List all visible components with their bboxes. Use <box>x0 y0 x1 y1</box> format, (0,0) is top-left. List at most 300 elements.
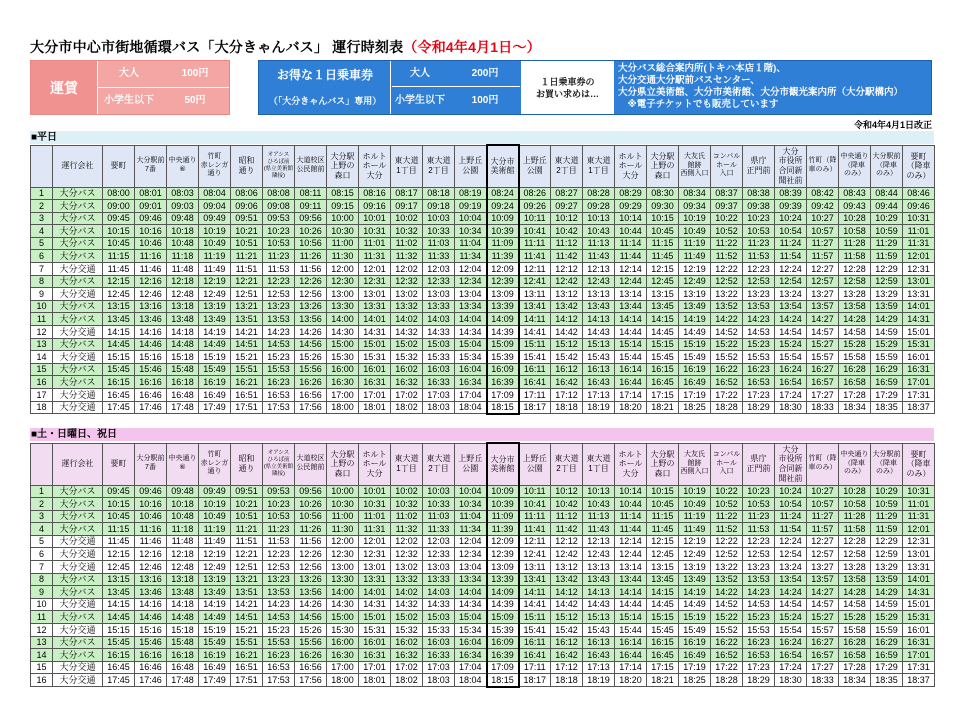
time-cell: 16:43 <box>583 376 615 389</box>
time-cell: 11:57 <box>807 523 839 536</box>
table-row <box>31 485 935 498</box>
row-number-cell: 12 <box>31 624 53 637</box>
time-cell: 08:01 <box>135 187 167 200</box>
time-cell: 15:16 <box>135 624 167 637</box>
time-cell: 10:28 <box>839 212 871 225</box>
time-cell: 12:32 <box>391 275 423 288</box>
time-cell: 14:43 <box>583 598 615 611</box>
time-cell: 10:48 <box>167 510 199 523</box>
time-cell: 13:15 <box>103 300 135 313</box>
time-cell: 17:56 <box>295 401 327 414</box>
time-cell: 17:03 <box>423 389 455 402</box>
time-cell: 09:15 <box>327 200 359 213</box>
time-cell: 14:13 <box>583 586 615 599</box>
time-cell: 11:54 <box>775 250 807 263</box>
time-cell: 11:13 <box>583 237 615 250</box>
time-cell: 16:52 <box>711 649 743 662</box>
time-cell: 10:04 <box>455 485 487 498</box>
time-cell: 16:03 <box>423 363 455 376</box>
time-cell: 15:34 <box>455 624 487 637</box>
time-cell: 11:15 <box>103 250 135 263</box>
time-cell: 15:59 <box>871 624 903 637</box>
time-cell: 13:51 <box>231 586 263 599</box>
time-cell: 10:12 <box>551 485 583 498</box>
time-cell: 12:54 <box>775 275 807 288</box>
time-cell: 13:45 <box>647 300 679 313</box>
company-cell: 大分バス <box>53 300 103 313</box>
time-cell: 15:12 <box>551 611 583 624</box>
time-cell: 15:46 <box>135 636 167 649</box>
fare-box <box>30 60 230 115</box>
time-cell: 18:01 <box>359 674 391 687</box>
time-cell: 12:27 <box>807 535 839 548</box>
time-cell: 11:48 <box>167 263 199 276</box>
row-number-cell: 13 <box>31 338 53 351</box>
time-cell: 15:31 <box>903 611 935 624</box>
time-cell: 11:53 <box>743 523 775 536</box>
time-cell: 12:56 <box>295 561 327 574</box>
time-cell: 16:49 <box>199 389 231 402</box>
time-cell: 09:34 <box>679 200 711 213</box>
stop-header: 県庁 正門前 <box>743 443 775 485</box>
time-cell: 13:29 <box>871 561 903 574</box>
time-cell: 16:16 <box>135 649 167 662</box>
time-cell: 16:22 <box>711 363 743 376</box>
fare-child-row <box>98 88 229 114</box>
table-row <box>31 300 935 313</box>
time-cell: 11:31 <box>359 250 391 263</box>
time-cell: 15:18 <box>167 624 199 637</box>
time-cell: 13:49 <box>199 586 231 599</box>
page-title <box>30 37 541 57</box>
time-cell: 11:18 <box>167 523 199 536</box>
time-cell: 14:03 <box>423 586 455 599</box>
stop-header: 大分駅前 7番 <box>135 443 167 485</box>
time-cell: 13:02 <box>391 288 423 301</box>
time-cell: 13:23 <box>743 288 775 301</box>
time-cell: 11:58 <box>839 523 871 536</box>
time-cell: 12:45 <box>647 275 679 288</box>
table-row <box>31 389 935 402</box>
time-cell: 14:22 <box>711 313 743 326</box>
time-cell: 12:18 <box>167 275 199 288</box>
time-cell: 12:15 <box>103 275 135 288</box>
time-cell: 09:01 <box>135 200 167 213</box>
stop-header: 竹町 赤レンガ 通り <box>199 145 231 187</box>
stop-header: 大分 市役所 合同新 聞社前 <box>775 443 807 485</box>
time-cell: 13:56 <box>295 313 327 326</box>
time-cell: 13:42 <box>551 573 583 586</box>
time-cell: 11:27 <box>807 237 839 250</box>
time-cell: 16:57 <box>807 649 839 662</box>
time-cell: 13:28 <box>839 288 871 301</box>
time-cell: 14:04 <box>455 586 487 599</box>
time-cell: 16:15 <box>103 649 135 662</box>
day-pass-box <box>258 60 932 115</box>
time-cell: 11:44 <box>615 523 647 536</box>
time-cell: 14:59 <box>871 598 903 611</box>
time-cell: 09:45 <box>103 212 135 225</box>
time-cell: 14:41 <box>519 326 551 339</box>
time-cell: 09:51 <box>231 212 263 225</box>
time-cell: 10:22 <box>711 212 743 225</box>
time-cell: 11:53 <box>263 535 295 548</box>
time-cell: 15:44 <box>615 624 647 637</box>
time-cell: 10:24 <box>775 485 807 498</box>
time-cell: 11:09 <box>487 237 519 250</box>
time-cell: 10:27 <box>807 485 839 498</box>
time-cell: 15:54 <box>775 351 807 364</box>
time-cell: 11:58 <box>839 250 871 263</box>
time-cell: 13:21 <box>231 573 263 586</box>
time-cell: 16:39 <box>487 649 519 662</box>
time-cell: 12:58 <box>839 275 871 288</box>
time-cell: 16:31 <box>359 649 391 662</box>
time-cell: 09:16 <box>359 200 391 213</box>
table-row <box>31 561 935 574</box>
time-cell: 15:03 <box>423 338 455 351</box>
time-cell: 10:34 <box>455 225 487 238</box>
time-cell: 13:54 <box>775 300 807 313</box>
time-cell: 09:46 <box>135 485 167 498</box>
time-cell: 16:33 <box>423 376 455 389</box>
time-cell: 10:45 <box>103 510 135 523</box>
time-cell: 14:11 <box>519 313 551 326</box>
time-cell: 13:26 <box>295 300 327 313</box>
time-cell: 10:31 <box>903 212 935 225</box>
table-row <box>31 263 935 276</box>
time-cell: 16:21 <box>231 649 263 662</box>
day-pass-adult-label: 大人 <box>410 68 430 79</box>
time-cell: 12:45 <box>103 288 135 301</box>
time-cell: 10:12 <box>551 212 583 225</box>
time-cell: 13:19 <box>199 573 231 586</box>
company-cell: 大分バス <box>53 586 103 599</box>
time-cell: 11:18 <box>167 250 199 263</box>
time-cell: 15:15 <box>647 611 679 624</box>
time-cell: 13:41 <box>519 300 551 313</box>
time-cell: 14:15 <box>103 326 135 339</box>
company-cell: 大分バス <box>53 313 103 326</box>
time-cell: 12:22 <box>711 535 743 548</box>
time-cell: 16:28 <box>839 363 871 376</box>
stop-header: 大分市 美術館 <box>487 145 519 187</box>
time-cell: 16:22 <box>711 636 743 649</box>
time-cell: 17:31 <box>903 661 935 674</box>
time-cell: 14:30 <box>327 598 359 611</box>
time-cell: 10:09 <box>487 485 519 498</box>
time-cell: 14:52 <box>711 326 743 339</box>
time-cell: 14:54 <box>775 326 807 339</box>
table-row <box>31 326 935 339</box>
company-cell: 大分バス <box>53 237 103 250</box>
time-cell: 14:48 <box>167 338 199 351</box>
time-cell: 15:29 <box>871 611 903 624</box>
time-cell: 18:04 <box>455 674 487 687</box>
time-cell: 16:15 <box>103 376 135 389</box>
time-cell: 12:31 <box>903 535 935 548</box>
time-cell: 11:29 <box>871 510 903 523</box>
time-cell: 09:29 <box>615 200 647 213</box>
time-cell: 16:11 <box>519 636 551 649</box>
stop-header: 大分駅前 7番 <box>135 145 167 187</box>
row-number-cell: 5 <box>31 237 53 250</box>
time-cell: 09:37 <box>711 200 743 213</box>
time-cell: 13:30 <box>327 573 359 586</box>
time-cell: 09:48 <box>167 485 199 498</box>
time-cell: 11:51 <box>231 535 263 548</box>
time-cell: 13:48 <box>167 586 199 599</box>
time-cell: 17:19 <box>679 661 711 674</box>
time-cell: 12:57 <box>807 548 839 561</box>
time-cell: 13:23 <box>743 561 775 574</box>
time-cell: 16:14 <box>615 363 647 376</box>
time-cell: 16:19 <box>679 636 711 649</box>
day-pass-adult-row <box>392 61 520 87</box>
time-cell: 09:44 <box>871 200 903 213</box>
time-cell: 08:08 <box>263 187 295 200</box>
time-cell: 11:22 <box>711 510 743 523</box>
time-cell: 16:12 <box>551 363 583 376</box>
time-cell: 09:17 <box>391 200 423 213</box>
time-cell: 12:16 <box>135 275 167 288</box>
company-cell: 大分交通 <box>53 288 103 301</box>
time-cell: 11:33 <box>423 250 455 263</box>
time-cell: 12:59 <box>871 548 903 561</box>
company-cell: 大分バス <box>53 611 103 624</box>
time-cell: 11:02 <box>391 510 423 523</box>
time-cell: 10:39 <box>487 498 519 511</box>
day-pass-child-row <box>392 88 520 114</box>
time-cell: 10:19 <box>679 485 711 498</box>
time-cell: 13:12 <box>551 561 583 574</box>
time-cell: 10:31 <box>903 485 935 498</box>
time-cell: 17:09 <box>487 661 519 674</box>
time-cell: 15:09 <box>487 338 519 351</box>
stop-header: 大友氏 館跡 西側入口 <box>679 443 711 485</box>
time-cell: 10:58 <box>839 225 871 238</box>
time-cell: 14:58 <box>839 326 871 339</box>
time-cell: 10:03 <box>423 212 455 225</box>
time-cell: 11:19 <box>679 510 711 523</box>
time-cell: 17:28 <box>839 661 871 674</box>
time-cell: 17:48 <box>167 401 199 414</box>
time-cell: 18:34 <box>839 401 871 414</box>
time-cell: 12:33 <box>423 548 455 561</box>
time-cell: 16:09 <box>487 636 519 649</box>
time-cell: 14:53 <box>263 611 295 624</box>
time-cell: 15:23 <box>743 338 775 351</box>
company-cell: 大分バス <box>53 649 103 662</box>
time-cell: 14:59 <box>871 326 903 339</box>
time-cell: 11:23 <box>743 237 775 250</box>
time-cell: 16:19 <box>199 649 231 662</box>
time-cell: 15:14 <box>615 611 647 624</box>
time-cell: 11:34 <box>455 523 487 536</box>
time-cell: 18:30 <box>775 674 807 687</box>
row-number-cell: 14 <box>31 351 53 364</box>
time-cell: 18:00 <box>327 401 359 414</box>
time-cell: 14:04 <box>455 313 487 326</box>
time-cell: 14:21 <box>231 598 263 611</box>
time-cell: 10:16 <box>135 225 167 238</box>
time-cell: 14:30 <box>327 326 359 339</box>
time-cell: 16:01 <box>359 363 391 376</box>
time-cell: 16:24 <box>775 363 807 376</box>
row-number-cell: 7 <box>31 263 53 276</box>
time-cell: 14:33 <box>423 598 455 611</box>
time-cell: 17:11 <box>519 389 551 402</box>
time-cell: 18:02 <box>391 674 423 687</box>
time-cell: 12:19 <box>199 548 231 561</box>
time-cell: 18:15 <box>487 401 519 414</box>
time-cell: 16:42 <box>551 649 583 662</box>
time-cell: 13:01 <box>903 548 935 561</box>
time-cell: 16:45 <box>647 376 679 389</box>
time-cell: 13:39 <box>487 300 519 313</box>
time-cell: 16:01 <box>903 351 935 364</box>
time-cell: 14:27 <box>807 586 839 599</box>
time-cell: 14:39 <box>487 326 519 339</box>
time-cell: 17:31 <box>903 389 935 402</box>
time-cell: 10:45 <box>647 498 679 511</box>
row-number-cell: 6 <box>31 548 53 561</box>
time-cell: 15:58 <box>839 624 871 637</box>
time-cell: 15:19 <box>679 611 711 624</box>
stop-header: 東大道 1丁目 <box>583 145 615 187</box>
time-cell: 09:00 <box>103 200 135 213</box>
time-cell: 11:01 <box>903 225 935 238</box>
time-cell: 15:30 <box>327 351 359 364</box>
stop-header: コンパル ホール 入口 <box>711 145 743 187</box>
time-cell: 11:22 <box>711 237 743 250</box>
time-cell: 15:22 <box>711 338 743 351</box>
time-cell: 12:39 <box>487 548 519 561</box>
row-number-cell: 8 <box>31 275 53 288</box>
table-row <box>31 674 935 687</box>
time-cell: 16:29 <box>871 363 903 376</box>
time-cell: 11:03 <box>423 237 455 250</box>
time-cell: 14:34 <box>455 598 487 611</box>
time-cell: 11:57 <box>807 250 839 263</box>
time-cell: 14:12 <box>551 586 583 599</box>
time-cell: 16:15 <box>647 363 679 376</box>
time-cell: 10:43 <box>583 225 615 238</box>
time-cell: 12:11 <box>519 535 551 548</box>
time-cell: 12:01 <box>359 535 391 548</box>
time-cell: 12:15 <box>103 548 135 561</box>
time-cell: 18:03 <box>423 674 455 687</box>
fare-adult-price: 100円 <box>181 68 209 79</box>
time-cell: 17:15 <box>647 389 679 402</box>
time-cell: 10:19 <box>199 225 231 238</box>
time-cell: 10:56 <box>295 510 327 523</box>
time-cell: 16:03 <box>423 636 455 649</box>
stop-header: オアシス ひろば前 (県立美術館 隣接) <box>263 145 295 187</box>
time-cell: 15:44 <box>615 351 647 364</box>
time-cell: 14:51 <box>231 611 263 624</box>
time-cell: 13:31 <box>903 288 935 301</box>
stop-header: 昭和 通り <box>231 145 263 187</box>
time-cell: 12:42 <box>551 548 583 561</box>
time-cell: 08:46 <box>903 187 935 200</box>
stop-header: 竹町（降 車のみ） <box>807 443 839 485</box>
row-number-cell: 9 <box>31 288 53 301</box>
time-cell: 12:31 <box>903 263 935 276</box>
time-cell: 16:59 <box>871 649 903 662</box>
time-cell: 10:49 <box>199 510 231 523</box>
time-cell: 13:22 <box>711 288 743 301</box>
time-cell: 14:23 <box>263 326 295 339</box>
time-cell: 16:02 <box>391 636 423 649</box>
time-cell: 15:19 <box>199 351 231 364</box>
row-number-cell: 16 <box>31 376 53 389</box>
time-cell: 14:53 <box>743 598 775 611</box>
time-cell: 14:23 <box>743 313 775 326</box>
time-cell: 12:14 <box>615 535 647 548</box>
stop-header: 大分駅前 （降車 のみ） <box>871 443 903 485</box>
time-cell: 09:53 <box>263 485 295 498</box>
time-cell: 11:01 <box>359 237 391 250</box>
time-cell: 17:49 <box>199 674 231 687</box>
time-cell: 18:21 <box>647 401 679 414</box>
time-cell: 11:45 <box>647 523 679 536</box>
time-cell: 16:01 <box>903 624 935 637</box>
time-cell: 10:45 <box>103 237 135 250</box>
time-cell: 10:54 <box>775 225 807 238</box>
row-number-cell: 11 <box>31 313 53 326</box>
time-cell: 12:51 <box>231 561 263 574</box>
row-number-cell: 10 <box>31 300 53 313</box>
time-cell: 11:28 <box>839 510 871 523</box>
time-cell: 12:58 <box>839 548 871 561</box>
stop-header: 大分市 美術館 <box>487 443 519 485</box>
time-cell: 10:33 <box>423 225 455 238</box>
time-cell: 14:56 <box>295 611 327 624</box>
time-cell: 11:52 <box>711 250 743 263</box>
time-cell: 14:49 <box>679 598 711 611</box>
time-cell: 09:39 <box>775 200 807 213</box>
time-cell: 14:09 <box>487 313 519 326</box>
time-cell: 16:46 <box>135 389 167 402</box>
time-cell: 17:51 <box>231 674 263 687</box>
stop-header: 要町 （降車 のみ） <box>903 145 935 187</box>
time-cell: 09:46 <box>135 212 167 225</box>
time-cell: 12:33 <box>423 275 455 288</box>
time-cell: 13:03 <box>423 288 455 301</box>
time-cell: 10:52 <box>711 225 743 238</box>
time-cell: 15:45 <box>647 624 679 637</box>
time-cell: 11:19 <box>679 237 711 250</box>
time-cell: 16:49 <box>679 376 711 389</box>
time-cell: 14:57 <box>807 598 839 611</box>
table-row <box>31 376 935 389</box>
time-cell: 16:09 <box>487 363 519 376</box>
time-cell: 15:43 <box>583 351 615 364</box>
time-cell: 13:59 <box>871 573 903 586</box>
time-cell: 15:01 <box>359 611 391 624</box>
time-cell: 17:53 <box>263 674 295 687</box>
time-cell: 18:25 <box>679 674 711 687</box>
stop-header: 大分 市役所 合同新 聞社前 <box>775 145 807 187</box>
time-cell: 12:23 <box>263 548 295 561</box>
time-cell: 10:01 <box>359 485 391 498</box>
time-cell: 10:29 <box>871 212 903 225</box>
table-row <box>31 187 935 200</box>
row-number-cell: 17 <box>31 389 53 402</box>
time-cell: 10:34 <box>455 498 487 511</box>
time-cell: 11:46 <box>135 263 167 276</box>
